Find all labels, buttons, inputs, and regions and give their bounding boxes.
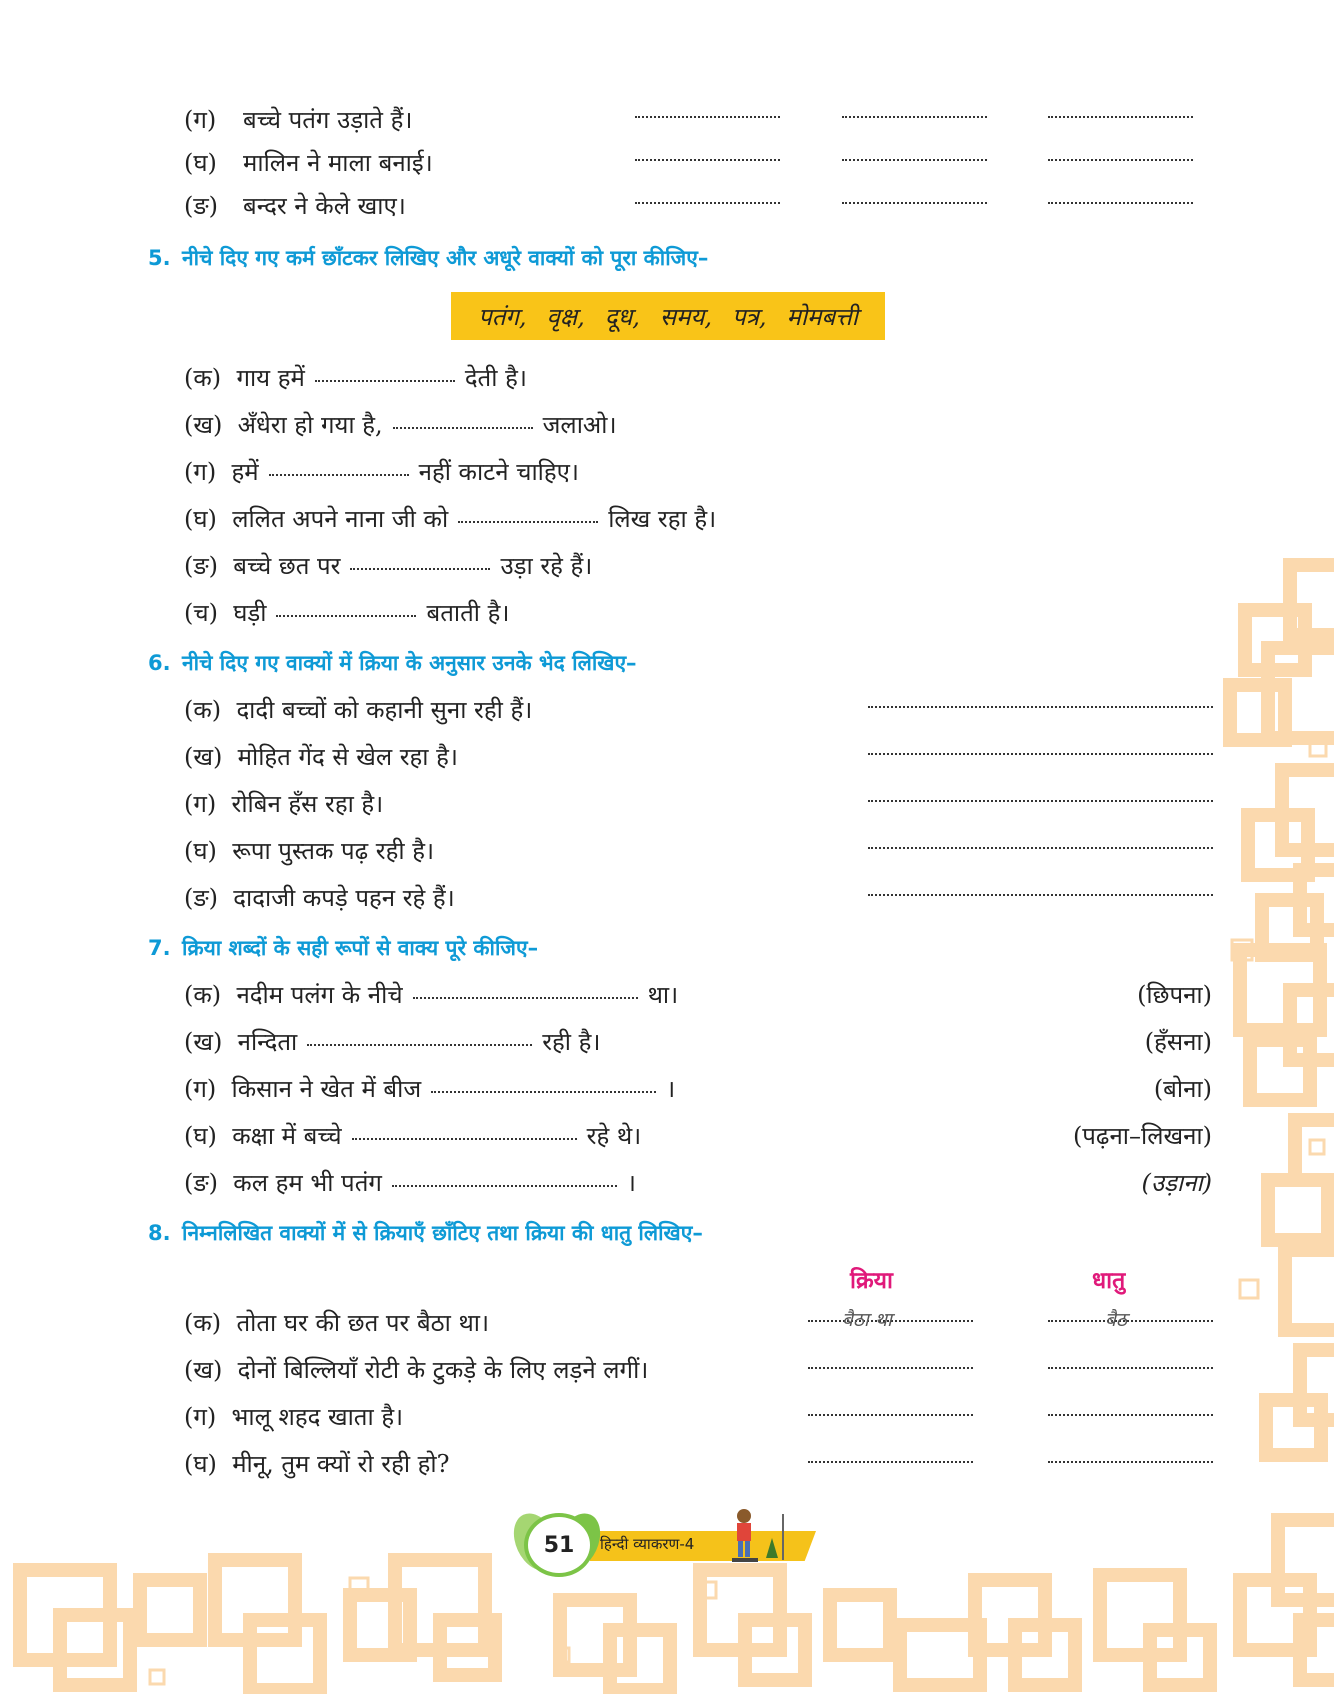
item-label: (ग) [184,1403,217,1431]
answer-blank[interactable] [842,200,987,204]
item-before: गाय हमें [236,364,305,392]
word-bank-item: पतंग, [478,302,527,331]
item-text: दादाजी कपड़े पहन रहे हैं। [233,884,455,912]
answer-blank[interactable] [393,425,533,429]
answer-blank[interactable] [842,157,987,161]
answer-blank[interactable] [808,1459,973,1463]
book-title: हिन्दी व्याकरण-4 [600,1535,695,1553]
item-after: । [626,1169,636,1197]
column-head-kriya: क्रिया [850,1268,893,1294]
item-after: रहे थे। [586,1122,642,1150]
item-after: रही है। [542,1028,601,1056]
item-label: (ग) [184,458,217,486]
row-text: बन्दर ने केले खाए। [243,192,406,220]
item-label: (घ) [184,1122,217,1150]
q5-item [184,410,617,440]
answer-blank[interactable] [1048,114,1193,118]
item-label: (घ) [184,505,217,533]
question-text: क्रिया शब्दों के सही रूपों से वाक्य पूरे कीजिए– [182,936,539,960]
item-after: लिख रहा है। [608,505,717,533]
item-label: (च) [184,599,218,627]
item-before: नन्दिता [237,1028,298,1056]
answer-blank[interactable] [276,613,416,617]
item-before: ललित अपने नाना जी को [232,505,449,533]
item-label: (क) [184,696,222,724]
question-number: 8. [148,1221,171,1245]
verb-hint: (बोना) [1153,1075,1212,1103]
item-after: उड़ा रहे हैं। [500,552,593,580]
item-after: नहीं काटने चाहिए। [418,458,580,486]
item-before: बच्चे छत पर [233,552,341,580]
q7-item [184,1168,636,1198]
word-bank-item: समय, [659,302,712,331]
question-text: नीचे दिए गए वाक्यों में क्रिया के अनुसार उनके भेद लिखिए– [182,651,637,675]
word-bank [451,292,885,340]
answer-blank[interactable] [868,751,1213,755]
answer-blank[interactable] [808,1412,973,1416]
q8-item [184,1308,489,1338]
q7-item [184,980,678,1010]
item-label: (घ) [184,1450,217,1478]
answer-blank[interactable] [431,1089,656,1093]
item-text: दोनों बिल्लियाँ रोटी के टुकड़े के लिए लड़ने लगीं। [237,1356,649,1384]
example-kriya: बैठा था [842,1309,892,1331]
row-text: मालिन ने माला बनाई। [243,149,433,177]
question-number: 5. [148,246,171,270]
item-label: (घ) [184,837,217,865]
item-before: किसान ने खेत में बीज [231,1075,422,1103]
item-label: (ङ) [184,1169,219,1197]
verb-hint: (पढ़ना–लिखना) [1072,1122,1212,1150]
answer-blank[interactable] [392,1183,617,1187]
item-label: (क) [184,981,222,1009]
item-after: देती है। [464,364,527,392]
item-before: हमें [231,458,259,486]
answer-blank[interactable] [1048,1459,1213,1463]
question-number: 6. [148,651,171,675]
word-bank-item: वृक्ष, [546,302,585,331]
question-text: निम्नलिखित वाक्यों में से क्रियाएँ छाँटिए तथा क्रिया की धातु लिखिए– [182,1221,703,1245]
item-text: मीनू, तुम क्यों रो रही हो? [232,1450,450,1478]
example-dhatu: बैठ [1105,1309,1127,1331]
q6-item [184,883,455,913]
item-label: (ख) [184,411,223,439]
item-text: भालू शहद खाता है। [231,1403,404,1431]
item-label: (ग) [184,790,217,818]
verb-hint: (उड़ाना) [1141,1169,1212,1197]
answer-blank[interactable] [808,1365,973,1369]
item-text: दादी बच्चों को कहानी सुना रही हैं। [236,696,533,724]
q5-item [184,457,579,487]
q7-item [184,1027,600,1057]
q6-item [184,789,383,819]
item-text: रूपा पुस्तक पढ़ रही है। [232,837,435,865]
answer-blank[interactable] [635,200,780,204]
row-label: (ग) [184,106,217,134]
question-8-heading [148,1218,703,1248]
answer-blank[interactable] [352,1136,577,1140]
item-label: (ग) [184,1075,217,1103]
q7-item [184,1121,641,1151]
row-label: (ङ) [184,192,219,220]
answer-blank[interactable] [1048,1365,1213,1369]
item-after: था। [647,981,679,1009]
item-text: तोता घर की छत पर बैठा था। [236,1309,490,1337]
item-before: कक्षा में बच्चे [232,1122,342,1150]
q5-item [184,598,509,628]
item-label: (ङ) [184,552,219,580]
answer-blank[interactable] [1048,157,1193,161]
question-number: 7. [148,936,171,960]
item-label: (ख) [184,1356,223,1384]
answer-blank[interactable] [868,798,1213,802]
item-text: रोबिन हँस रहा है। [231,790,384,818]
answer-blank[interactable] [1048,1318,1213,1322]
item-label: (क) [184,1309,222,1337]
question-5-heading [148,243,708,273]
answer-blank[interactable] [315,378,455,382]
word-bank-item: मोमबत्ती [786,302,858,331]
question-7-heading [148,933,538,963]
q8-item [184,1402,403,1432]
q8-item [184,1449,450,1479]
q6-item [184,836,434,866]
item-before: घड़ी [233,599,267,627]
question-text: नीचे दिए गए कर्म छाँटकर लिखिए और अधूरे वाक्यों को पूरा कीजिए– [182,246,709,270]
q7-item [184,1074,675,1104]
answer-blank[interactable] [635,114,780,118]
answer-blank[interactable] [458,519,598,523]
word-bank-item: पत्र, [731,302,767,331]
answer-blank[interactable] [635,157,780,161]
answer-blank[interactable] [868,845,1213,849]
item-label: (क) [184,364,222,392]
item-after: । [666,1075,676,1103]
answer-blank[interactable] [1048,1412,1213,1416]
answer-blank[interactable] [842,114,987,118]
q5-item [184,363,527,393]
q8-item [184,1355,648,1385]
row-text: बच्चे पतंग उड़ाते हैं। [243,106,413,134]
item-label: (ङ) [184,884,219,912]
answer-blank[interactable] [868,704,1213,708]
page-number: 51 [524,1513,594,1577]
item-before: नदीम पलंग के नीचे [236,981,403,1009]
item-before: कल हम भी पतंग [233,1169,382,1197]
q6-item [184,742,458,772]
item-label: (ख) [184,743,223,771]
answer-blank[interactable] [1048,200,1193,204]
skater-icon [724,1508,786,1566]
verb-hint: (छिपना) [1137,981,1212,1009]
item-label: (ख) [184,1028,223,1056]
answer-blank[interactable] [350,566,490,570]
question-6-heading [148,648,637,678]
item-after: बताती है। [426,599,510,627]
q5-item [184,551,592,581]
answer-blank[interactable] [413,995,638,999]
q5-item [184,504,716,534]
q6-item [184,695,532,725]
answer-blank[interactable] [307,1042,532,1046]
item-after: जलाओ। [542,411,617,439]
answer-blank[interactable] [868,892,1213,896]
item-text: मोहित गेंद से खेल रहा है। [237,743,458,771]
answer-blank[interactable] [269,472,409,476]
item-before: अँधेरा हो गया है, [237,411,383,439]
verb-hint: (हँसना) [1144,1028,1212,1056]
word-bank-item: दूध, [604,302,640,331]
column-head-dhatu: धातु [1092,1268,1126,1294]
row-label: (घ) [184,149,217,177]
